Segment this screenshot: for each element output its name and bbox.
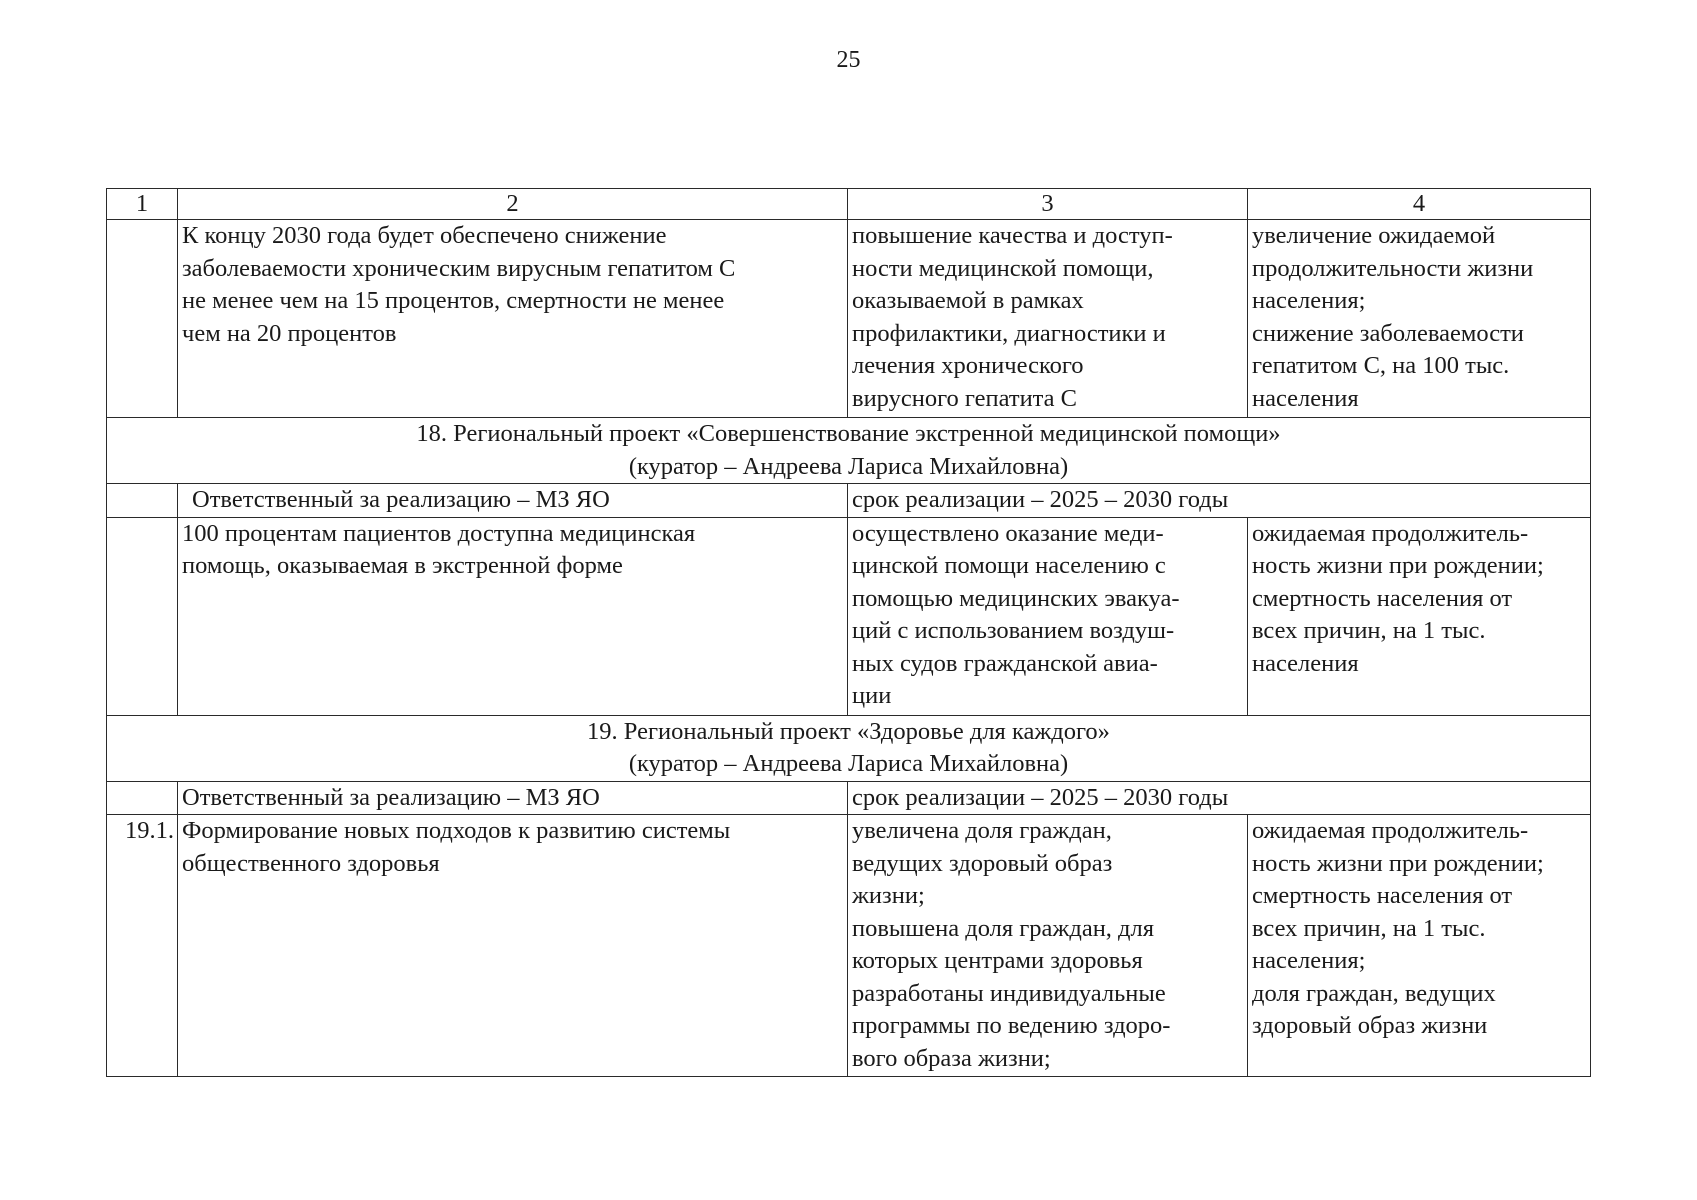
table-header-row [107, 189, 1591, 220]
effect-cell: увеличена доля граждан, ведущих здоровый образ жизни; повышена доля граждан, для которых центрами здоровья разработаны индивидуальные программы по ведению здоро- вого образа жизни; [848, 815, 1248, 1077]
row-number [107, 220, 178, 418]
header-cell-2: 2 [178, 189, 848, 220]
indicator-cell: ожидаемая продолжитель- ность жизни при рождении; смертность населения от всех причин, на 1 тыс. населения; доля граждан, ведущих здоровый образ жизни [1248, 815, 1591, 1077]
header-cell-1: 1 [107, 189, 178, 220]
effect-cell: повышение качества и доступ- ности медицинской помощи, оказываемой в рамках профилактики, диагностики и лечения хронического вирусного гепатита С [848, 220, 1248, 418]
page-number: 25 [836, 47, 861, 73]
header-cell-3: 3 [848, 189, 1248, 220]
result-cell: Формирование новых подходов к развитию системы общественного здоровья [178, 815, 848, 1077]
responsible-row [107, 781, 1591, 815]
result-cell: К концу 2030 года будет обеспечено снижение заболеваемости хроническим вирусным гепатитом С не менее чем на 15 процентов, смертности не менее чем на 20 процентов [178, 220, 848, 418]
table-row [107, 815, 1591, 1077]
term-cell: срок реализации – 2025 – 2030 годы [848, 484, 1591, 518]
row-number [107, 517, 178, 715]
row-number: 19.1. [107, 815, 178, 1077]
responsible-cell: Ответственный за реализацию – МЗ ЯО [178, 484, 848, 518]
section-title: 19. Региональный проект «Здоровье для каждого» (куратор – Андреева Лариса Михайловна) [107, 715, 1591, 781]
measures-table [106, 188, 1591, 1077]
table-row [107, 220, 1591, 418]
responsible-cell: Ответственный за реализацию – МЗ ЯО [178, 781, 848, 815]
table-row [107, 517, 1591, 715]
section-title: 18. Региональный проект «Совершенствование экстренной медицинской помощи» (куратор – Андреева Лариса Михайловна) [107, 418, 1591, 484]
header-cell-4: 4 [1248, 189, 1591, 220]
row-number [107, 781, 178, 815]
responsible-row [107, 484, 1591, 518]
term-cell: срок реализации – 2025 – 2030 годы [848, 781, 1591, 815]
indicator-cell: увеличение ожидаемой продолжительности жизни населения; снижение заболеваемости гепатитом С, на 100 тыс. населения [1248, 220, 1591, 418]
section-row [107, 418, 1591, 484]
section-row [107, 715, 1591, 781]
indicator-cell: ожидаемая продолжитель- ность жизни при рождении; смертность населения от всех причин, на 1 тыс. населения [1248, 517, 1591, 715]
row-number [107, 484, 178, 518]
result-cell: 100 процентам пациентов доступна медицинская помощь, оказываемая в экстренной форме [178, 517, 848, 715]
effect-cell: осуществлено оказание меди- цинской помощи населению с помощью медицинских эвакуа- ций с использованием воздуш- ных судов гражданской авиа- ции [848, 517, 1248, 715]
